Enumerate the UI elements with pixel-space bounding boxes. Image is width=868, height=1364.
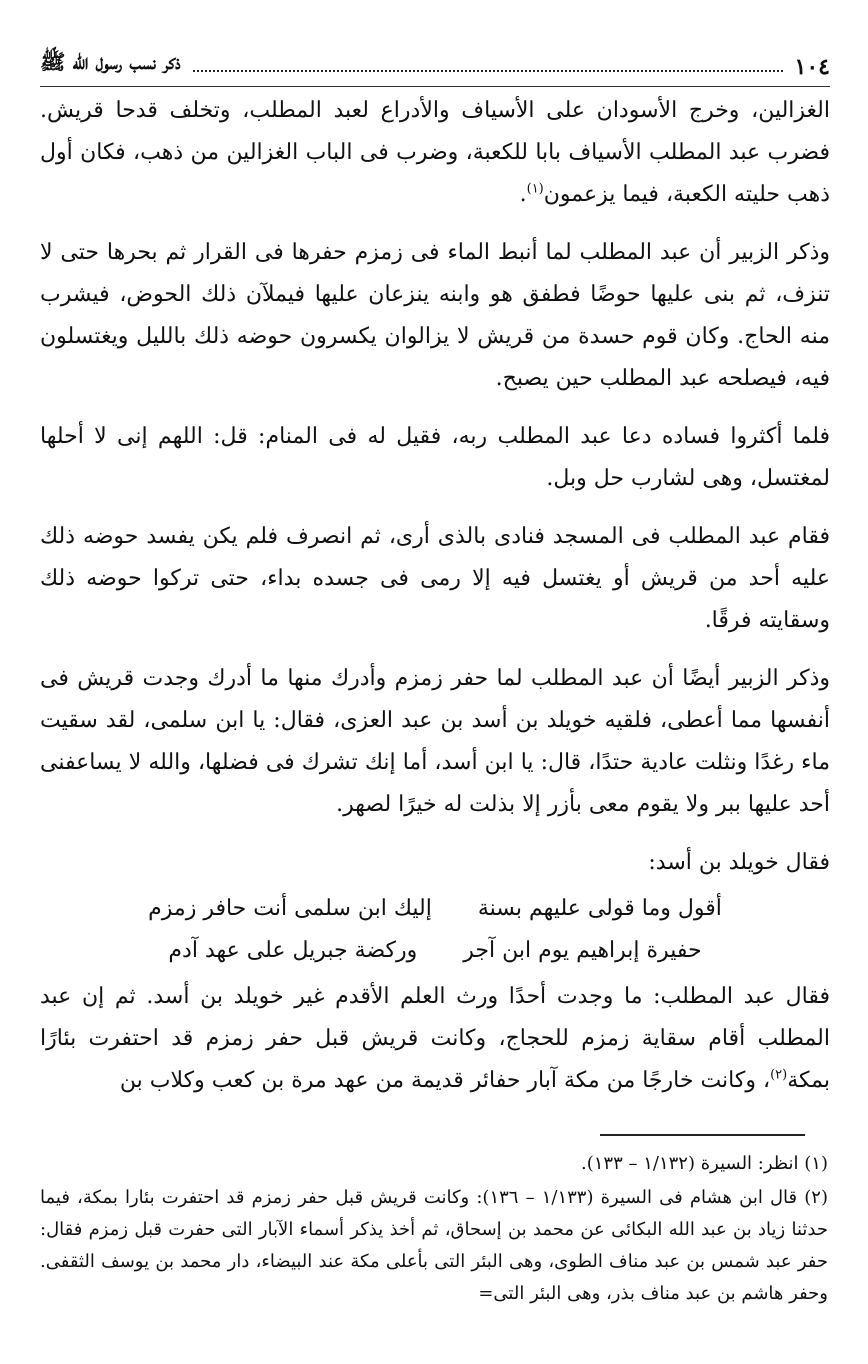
footnote-2: (٢) قال ابن هشام فى السيرة (١/١٣٣ – ١٣٦): وكانت قريش قبل حفر زمزم قد احتفرت بئارا بمكة، فيما حدثنا زياد بن عبد الله البكائى عن محمد بن إسحاق، ثم أخذ يذكر أسماء الآبار التى حفرت قبل زمزم فقال: حفر عبد شمس بن عبد مناف الطوى، وهى البئر التى بأعلى مكة عند البيضاء، دار محمد بن يوسف الثقفى. وحفر هاشم بن عبد مناف بذر، وهى البئر التى= [40, 1187, 828, 1304]
page-number: ١٠٤ [794, 54, 830, 80]
verse-2-hemistich-2: وركضة جبريل على عهد آدم [168, 938, 418, 963]
verse-1-hemistich-2: إليك ابن سلمى أنت حافر زمزم [148, 896, 432, 921]
paragraph-6-end: ، وكانت خارجًا من مكة آبار حفائر قديمة من عهد مرة بن كعب وكلاب بن [119, 1068, 771, 1093]
footnote-ref-2[interactable]: (٢) [770, 1067, 788, 1083]
poem [40, 888, 830, 972]
paragraph-1-text: الغزالين، وخرج الأسودان على الأسياف والأدراع لعبد المطلب، وتخلف قدحا قريش. فضرب عبد المطلب الأسياف بابا للكعبة، وضرب فى الباب الغزالين من ذهب، فكان أول ذهب حليته الكعبة، فيما يزعمون [40, 98, 830, 207]
verse-1-hemistich-1: أقول وما قولى عليهم بسنة [477, 896, 722, 921]
footnotes [40, 1148, 828, 1312]
verse-2-hemistich-1: حفيرة إبراهيم يوم ابن آجر [463, 938, 702, 963]
paragraph-1-end: . [519, 182, 527, 207]
footnote-separator [600, 1134, 805, 1136]
paragraph-6 [40, 976, 830, 1102]
running-header [40, 40, 830, 87]
poem-verse-2 [168, 930, 701, 972]
paragraph-3: فلما أكثروا فساده دعا عبد المطلب ربه، فقيل له فى المنام: قل: اللهم إنى لا أحلها لمغتسل، وهى لشارب حل وبل. [40, 424, 830, 491]
running-title: ذكر نسب رسول الله ﷺ [40, 49, 181, 74]
poem-intro: فقال خويلد بن أسد: [648, 850, 830, 875]
paragraph-2: وذكر الزبير أن عبد المطلب لما أنبط الماء فى زمزم حفرها فى القرار ثم بحرها حتى لا تنزف، ثم بنى عليها حوضًا فطفق هو وابنه ينزعان عليها فيملآن ذلك الحوض، فيشرب منه الحاج. وكان قوم حسدة من قريش لا يزالوان يكسرون حوضه ذلك بالليل ويغتسلون فيه، فيصلحه عبد المطلب حين يصبح. [40, 240, 830, 391]
paragraph-5: وذكر الزبير أيضًا أن عبد المطلب لما حفر زمزم وأدرك منها ما أدرك وجدت قريش فى أنفسها مما أعطى، فلقيه خويلد بن أسد بن عبد العزى، فقال: يا ابن سلمى، لقد سقيت ماء رغدًا ونثلت عادية حتدًا، قال: يا ابن أسد، أما إنك تشرك فى فضلها، والله لا يساعفنى أحد عليها ببر ولا يقوم معى بأزر إلا بذلت له خيرًا لصهر. [40, 666, 830, 817]
footnote-1: (١) انظر: السيرة (١/١٣٢ – ١٣٣). [581, 1153, 828, 1174]
main-text [40, 90, 830, 1118]
header-leader-dots [193, 70, 783, 72]
paragraph-6-text: فقال عبد المطلب: ما وجدت أحدًا ورث العلم الأقدم غير خويلد بن أسد. ثم إن عبد المطلب أقام سقاية زمزم للحجاج، وكانت قريش قبل حفر زمزم قد احتفرت بئارًا بمكة [40, 984, 830, 1093]
poem-verse-1 [148, 888, 722, 930]
paragraph-1 [40, 90, 830, 216]
footnote-ref-1[interactable]: (١) [526, 181, 544, 197]
paragraph-4: فقام عبد المطلب فى المسجد فنادى بالذى أرى، ثم انصرف فلم يكن يفسد حوضه ذلك عليه أحد من قريش أو يغتسل فيه إلا رمى فى جسده بداء، حتى تركوا حوضه ذلك وسقايته فرقًا. [40, 524, 830, 633]
